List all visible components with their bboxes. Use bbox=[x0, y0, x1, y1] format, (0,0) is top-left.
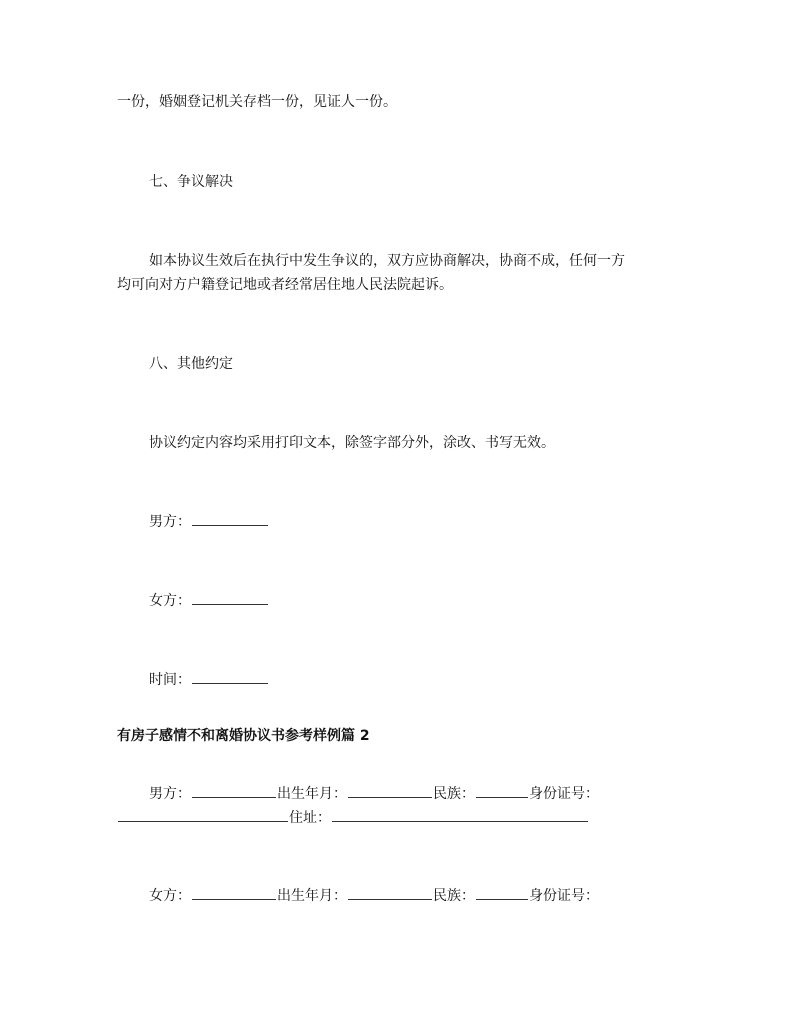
section-8-heading: 八、其他约定 bbox=[149, 356, 233, 372]
male-ethnicity-blank bbox=[476, 783, 528, 798]
female-party-name-blank bbox=[192, 885, 276, 900]
paragraph-archive-copies: 一份，婚姻登记机关存档一份，见证人一份。 bbox=[117, 94, 397, 110]
signature-male-label: 男方： bbox=[149, 514, 191, 530]
signature-female-blank bbox=[192, 590, 268, 605]
signature-time-line bbox=[149, 669, 269, 691]
section-7-body-line-1: 如本协议生效后在执行中发生争议的，双方应协商解决，协商不成，任何一方 bbox=[149, 253, 625, 269]
female-birth-label: 出生年月： bbox=[277, 888, 347, 904]
male-party-info-line-1 bbox=[149, 783, 599, 805]
signature-female-line bbox=[149, 590, 269, 612]
signature-male-line bbox=[149, 511, 269, 533]
male-ethnicity-label: 民族： bbox=[433, 786, 475, 802]
female-ethnicity-label: 民族： bbox=[433, 888, 475, 904]
female-party-info-line-1 bbox=[149, 885, 599, 907]
male-party-name-blank bbox=[192, 783, 276, 798]
article-2-title: 有房子感情不和离婚协议书参考样例篇 2 bbox=[117, 728, 370, 744]
male-id-blank bbox=[118, 807, 288, 822]
female-ethnicity-blank bbox=[476, 885, 528, 900]
section-7-heading: 七、争议解决 bbox=[149, 174, 233, 190]
section-7-body-line-2: 均可向对方户籍登记地或者经常居住地人民法院起诉。 bbox=[117, 277, 453, 293]
signature-time-blank bbox=[192, 669, 268, 684]
male-birth-label: 出生年月： bbox=[277, 786, 347, 802]
male-address-blank bbox=[332, 807, 588, 822]
female-party-label: 女方： bbox=[149, 888, 191, 904]
section-8-body: 协议约定内容均采用打印文本，除签字部分外，涂改、书写无效。 bbox=[149, 435, 555, 451]
signature-time-label: 时间： bbox=[149, 672, 191, 688]
male-party-info-line-2 bbox=[117, 807, 589, 829]
female-birth-blank bbox=[348, 885, 432, 900]
signature-female-label: 女方： bbox=[149, 593, 191, 609]
female-id-label: 身份证号： bbox=[529, 888, 599, 904]
male-birth-blank bbox=[348, 783, 432, 798]
male-address-label: 住址： bbox=[289, 810, 331, 826]
male-party-label: 男方： bbox=[149, 786, 191, 802]
male-id-label: 身份证号： bbox=[529, 786, 599, 802]
signature-male-blank bbox=[192, 511, 268, 526]
